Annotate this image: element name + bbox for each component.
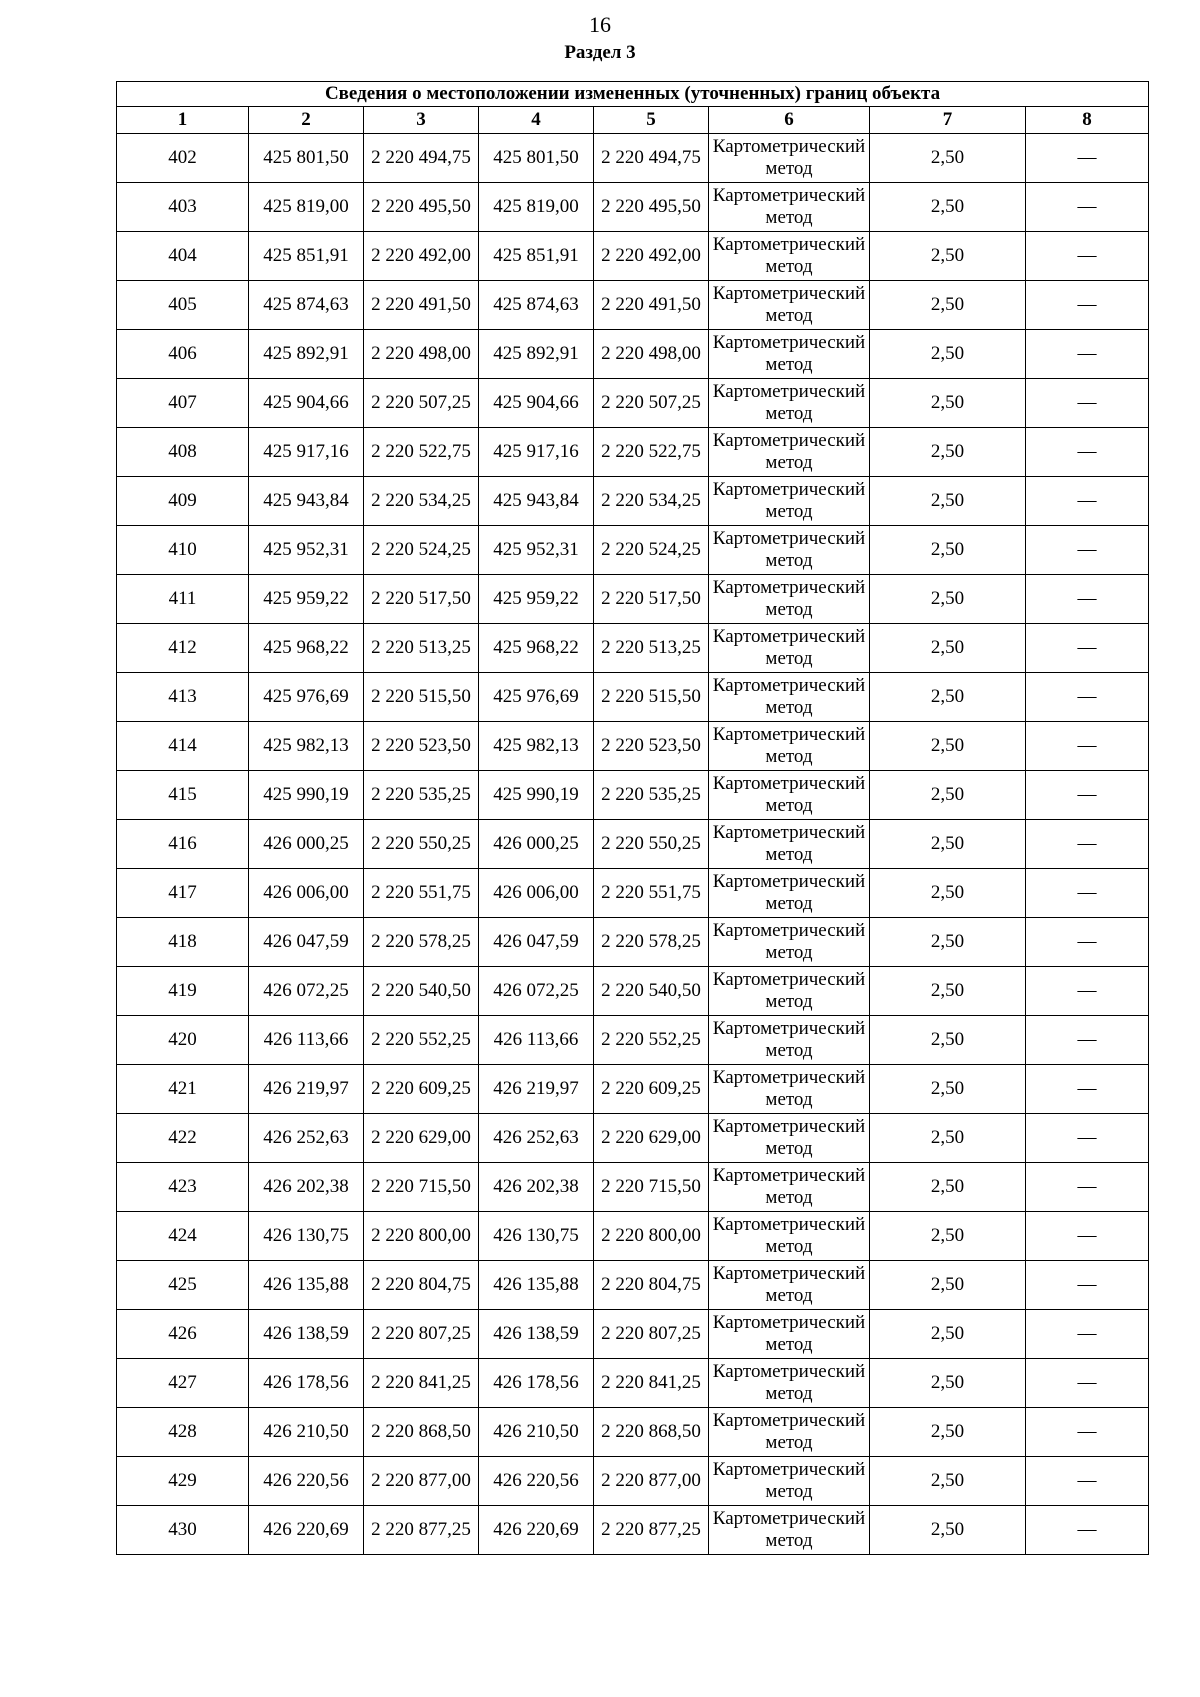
cell-point-number: 422 [117,1114,249,1163]
cell-point-number: 417 [117,869,249,918]
cell-x-new: 426 202,38 [479,1163,594,1212]
table-row [117,1310,1149,1359]
cell-accuracy: 2,50 [870,722,1026,771]
cell-y-new: 2 220 491,50 [594,281,709,330]
cell-note: — [1026,1408,1149,1457]
cell-x-existing: 425 943,84 [249,477,364,526]
cell-accuracy: 2,50 [870,918,1026,967]
cell-y-new: 2 220 551,75 [594,869,709,918]
column-number-4: 4 [479,107,594,134]
cell-y-new: 2 220 715,50 [594,1163,709,1212]
cell-y-new: 2 220 535,25 [594,771,709,820]
cell-x-existing: 425 990,19 [249,771,364,820]
cell-x-existing: 425 952,31 [249,526,364,575]
cell-x-existing: 426 178,56 [249,1359,364,1408]
cell-note: — [1026,722,1149,771]
table-row [117,1212,1149,1261]
table-caption: Сведения о местоположении измененных (уточненных) границ объекта [117,82,1149,107]
table-row [117,918,1149,967]
table-caption-row [117,82,1149,107]
cell-y-existing: 2 220 551,75 [364,869,479,918]
cell-x-new: 426 220,56 [479,1457,594,1506]
cell-y-new: 2 220 578,25 [594,918,709,967]
cell-method: Картометрический метод [709,526,870,575]
cell-method: Картометрический метод [709,1212,870,1261]
cell-point-number: 420 [117,1016,249,1065]
cell-point-number: 404 [117,232,249,281]
cell-note: — [1026,771,1149,820]
cell-y-existing: 2 220 629,00 [364,1114,479,1163]
cell-point-number: 410 [117,526,249,575]
cell-y-new: 2 220 515,50 [594,673,709,722]
cell-x-existing: 426 135,88 [249,1261,364,1310]
cell-point-number: 421 [117,1065,249,1114]
cell-y-existing: 2 220 535,25 [364,771,479,820]
cell-point-number: 419 [117,967,249,1016]
cell-y-new: 2 220 507,25 [594,379,709,428]
cell-accuracy: 2,50 [870,673,1026,722]
cell-accuracy: 2,50 [870,330,1026,379]
cell-note: — [1026,1506,1149,1555]
cell-x-new: 425 904,66 [479,379,594,428]
cell-y-existing: 2 220 877,00 [364,1457,479,1506]
cell-x-existing: 426 047,59 [249,918,364,967]
cell-y-new: 2 220 609,25 [594,1065,709,1114]
table-row [117,1359,1149,1408]
cell-note: — [1026,1457,1149,1506]
cell-y-existing: 2 220 877,25 [364,1506,479,1555]
table-row [117,1457,1149,1506]
cell-x-new: 426 006,00 [479,869,594,918]
cell-x-new: 425 959,22 [479,575,594,624]
cell-y-existing: 2 220 498,00 [364,330,479,379]
cell-accuracy: 2,50 [870,1261,1026,1310]
cell-accuracy: 2,50 [870,1163,1026,1212]
cell-x-existing: 425 801,50 [249,134,364,183]
cell-y-new: 2 220 807,25 [594,1310,709,1359]
cell-y-new: 2 220 540,50 [594,967,709,1016]
cell-method: Картометрический метод [709,1065,870,1114]
cell-x-existing: 425 917,16 [249,428,364,477]
cell-x-new: 425 990,19 [479,771,594,820]
column-number-7: 7 [870,107,1026,134]
cell-x-new: 426 000,25 [479,820,594,869]
cell-method: Картометрический метод [709,1261,870,1310]
table-row [117,771,1149,820]
cell-note: — [1026,428,1149,477]
cell-x-new: 426 113,66 [479,1016,594,1065]
cell-x-new: 426 252,63 [479,1114,594,1163]
cell-note: — [1026,1065,1149,1114]
cell-x-new: 426 210,50 [479,1408,594,1457]
cell-y-existing: 2 220 517,50 [364,575,479,624]
cell-accuracy: 2,50 [870,526,1026,575]
cell-x-new: 425 943,84 [479,477,594,526]
cell-y-existing: 2 220 492,00 [364,232,479,281]
cell-y-new: 2 220 523,50 [594,722,709,771]
cell-y-new: 2 220 800,00 [594,1212,709,1261]
table-row [117,1016,1149,1065]
cell-note: — [1026,134,1149,183]
cell-x-new: 425 892,91 [479,330,594,379]
cell-point-number: 411 [117,575,249,624]
cell-x-existing: 426 220,69 [249,1506,364,1555]
cell-point-number: 412 [117,624,249,673]
cell-point-number: 414 [117,722,249,771]
cell-x-existing: 426 006,00 [249,869,364,918]
cell-point-number: 429 [117,1457,249,1506]
table-row [117,1506,1149,1555]
cell-method: Картометрический метод [709,232,870,281]
cell-y-existing: 2 220 609,25 [364,1065,479,1114]
cell-y-new: 2 220 629,00 [594,1114,709,1163]
cell-y-new: 2 220 522,75 [594,428,709,477]
cell-x-existing: 425 874,63 [249,281,364,330]
table-row [117,330,1149,379]
cell-x-existing: 426 138,59 [249,1310,364,1359]
table-row [117,575,1149,624]
cell-method: Картометрический метод [709,1457,870,1506]
cell-y-existing: 2 220 513,25 [364,624,479,673]
cell-y-new: 2 220 534,25 [594,477,709,526]
cell-x-existing: 425 904,66 [249,379,364,428]
cell-note: — [1026,183,1149,232]
cell-point-number: 413 [117,673,249,722]
cell-note: — [1026,673,1149,722]
cell-x-existing: 426 000,25 [249,820,364,869]
cell-accuracy: 2,50 [870,1016,1026,1065]
cell-x-existing: 425 982,13 [249,722,364,771]
cell-y-new: 2 220 492,00 [594,232,709,281]
cell-method: Картометрический метод [709,771,870,820]
cell-y-existing: 2 220 507,25 [364,379,479,428]
cell-method: Картометрический метод [709,918,870,967]
cell-method: Картометрический метод [709,967,870,1016]
cell-accuracy: 2,50 [870,1408,1026,1457]
cell-note: — [1026,1310,1149,1359]
cell-x-new: 426 138,59 [479,1310,594,1359]
cell-accuracy: 2,50 [870,232,1026,281]
cell-accuracy: 2,50 [870,183,1026,232]
cell-y-new: 2 220 498,00 [594,330,709,379]
table-body [117,134,1149,1555]
column-number-row [117,107,1149,134]
cell-x-existing: 426 219,97 [249,1065,364,1114]
cell-x-new: 426 130,75 [479,1212,594,1261]
cell-method: Картометрический метод [709,1016,870,1065]
table-row [117,1261,1149,1310]
column-number-6: 6 [709,107,870,134]
cell-method: Картометрический метод [709,673,870,722]
cell-note: — [1026,526,1149,575]
cell-note: — [1026,1212,1149,1261]
cell-point-number: 409 [117,477,249,526]
cell-accuracy: 2,50 [870,1457,1026,1506]
cell-x-new: 425 851,91 [479,232,594,281]
cell-point-number: 423 [117,1163,249,1212]
cell-x-new: 426 178,56 [479,1359,594,1408]
cell-point-number: 406 [117,330,249,379]
column-number-2: 2 [249,107,364,134]
cell-method: Картометрический метод [709,624,870,673]
cell-point-number: 402 [117,134,249,183]
cell-method: Картометрический метод [709,869,870,918]
cell-y-existing: 2 220 804,75 [364,1261,479,1310]
cell-x-new: 426 135,88 [479,1261,594,1310]
cell-y-existing: 2 220 807,25 [364,1310,479,1359]
cell-y-new: 2 220 513,25 [594,624,709,673]
cell-x-existing: 426 252,63 [249,1114,364,1163]
cell-note: — [1026,232,1149,281]
cell-x-new: 425 819,00 [479,183,594,232]
cell-x-new: 425 917,16 [479,428,594,477]
cell-note: — [1026,575,1149,624]
table-row [117,673,1149,722]
cell-accuracy: 2,50 [870,869,1026,918]
cell-method: Картометрический метод [709,1310,870,1359]
cell-x-new: 426 219,97 [479,1065,594,1114]
cell-x-existing: 426 210,50 [249,1408,364,1457]
cell-x-existing: 425 968,22 [249,624,364,673]
cell-accuracy: 2,50 [870,281,1026,330]
cell-x-new: 426 220,69 [479,1506,594,1555]
cell-point-number: 424 [117,1212,249,1261]
table-row [117,1408,1149,1457]
cell-accuracy: 2,50 [870,379,1026,428]
cell-y-new: 2 220 524,25 [594,526,709,575]
cell-y-existing: 2 220 841,25 [364,1359,479,1408]
cell-x-existing: 426 113,66 [249,1016,364,1065]
column-number-5: 5 [594,107,709,134]
cell-x-existing: 425 976,69 [249,673,364,722]
cell-accuracy: 2,50 [870,820,1026,869]
cell-y-existing: 2 220 550,25 [364,820,479,869]
cell-x-new: 425 982,13 [479,722,594,771]
cell-y-new: 2 220 877,00 [594,1457,709,1506]
cell-accuracy: 2,50 [870,771,1026,820]
cell-note: — [1026,820,1149,869]
cell-accuracy: 2,50 [870,134,1026,183]
cell-point-number: 418 [117,918,249,967]
cell-method: Картометрический метод [709,183,870,232]
cell-y-existing: 2 220 515,50 [364,673,479,722]
cell-y-existing: 2 220 540,50 [364,967,479,1016]
table-row [117,379,1149,428]
table-row [117,526,1149,575]
cell-note: — [1026,1163,1149,1212]
cell-accuracy: 2,50 [870,1065,1026,1114]
cell-note: — [1026,1359,1149,1408]
cell-point-number: 415 [117,771,249,820]
cell-note: — [1026,379,1149,428]
cell-x-new: 425 976,69 [479,673,594,722]
cell-y-new: 2 220 550,25 [594,820,709,869]
cell-point-number: 430 [117,1506,249,1555]
table-row [117,134,1149,183]
column-number-3: 3 [364,107,479,134]
cell-y-new: 2 220 517,50 [594,575,709,624]
table-row [117,1163,1149,1212]
cell-note: — [1026,477,1149,526]
cell-note: — [1026,281,1149,330]
cell-y-new: 2 220 877,25 [594,1506,709,1555]
cell-method: Картометрический метод [709,134,870,183]
cell-y-existing: 2 220 715,50 [364,1163,479,1212]
table-row [117,820,1149,869]
cell-method: Картометрический метод [709,1114,870,1163]
cell-method: Картометрический метод [709,820,870,869]
cell-method: Картометрический метод [709,1359,870,1408]
table-row [117,477,1149,526]
cell-accuracy: 2,50 [870,624,1026,673]
cell-accuracy: 2,50 [870,967,1026,1016]
column-number-1: 1 [117,107,249,134]
cell-y-new: 2 220 552,25 [594,1016,709,1065]
cell-accuracy: 2,50 [870,428,1026,477]
cell-y-new: 2 220 841,25 [594,1359,709,1408]
cell-y-new: 2 220 804,75 [594,1261,709,1310]
cell-point-number: 426 [117,1310,249,1359]
cell-y-existing: 2 220 800,00 [364,1212,479,1261]
cell-accuracy: 2,50 [870,1212,1026,1261]
cell-method: Картометрический метод [709,1408,870,1457]
cell-note: — [1026,918,1149,967]
cell-y-existing: 2 220 534,25 [364,477,479,526]
cell-accuracy: 2,50 [870,1114,1026,1163]
table-row [117,183,1149,232]
table-row [117,428,1149,477]
cell-x-existing: 425 819,00 [249,183,364,232]
cell-accuracy: 2,50 [870,1359,1026,1408]
table-row [117,722,1149,771]
cell-note: — [1026,624,1149,673]
cell-note: — [1026,330,1149,379]
cell-y-existing: 2 220 495,50 [364,183,479,232]
cell-point-number: 403 [117,183,249,232]
table-row [117,1114,1149,1163]
cell-method: Картометрический метод [709,722,870,771]
cell-accuracy: 2,50 [870,477,1026,526]
cell-y-existing: 2 220 523,50 [364,722,479,771]
page-number: 16 [589,12,611,37]
cell-y-existing: 2 220 491,50 [364,281,479,330]
cell-y-existing: 2 220 522,75 [364,428,479,477]
cell-x-existing: 425 892,91 [249,330,364,379]
table-row [117,281,1149,330]
cell-x-existing: 426 072,25 [249,967,364,1016]
cell-y-new: 2 220 868,50 [594,1408,709,1457]
cell-x-new: 425 801,50 [479,134,594,183]
cell-point-number: 405 [117,281,249,330]
cell-method: Картометрический метод [709,1163,870,1212]
cell-note: — [1026,1114,1149,1163]
cell-note: — [1026,1016,1149,1065]
table-row [117,869,1149,918]
column-number-8: 8 [1026,107,1149,134]
cell-x-existing: 425 851,91 [249,232,364,281]
cell-x-existing: 426 202,38 [249,1163,364,1212]
cell-note: — [1026,967,1149,1016]
cell-point-number: 416 [117,820,249,869]
cell-x-new: 425 968,22 [479,624,594,673]
cell-y-new: 2 220 495,50 [594,183,709,232]
cell-x-new: 426 047,59 [479,918,594,967]
cell-method: Картометрический метод [709,575,870,624]
cell-x-new: 425 874,63 [479,281,594,330]
cell-note: — [1026,869,1149,918]
cell-accuracy: 2,50 [870,1506,1026,1555]
cell-method: Картометрический метод [709,330,870,379]
cell-method: Картометрический метод [709,281,870,330]
cell-x-existing: 425 959,22 [249,575,364,624]
section-title: Раздел 3 [564,42,636,63]
cell-method: Картометрический метод [709,1506,870,1555]
cell-accuracy: 2,50 [870,575,1026,624]
cell-y-existing: 2 220 578,25 [364,918,479,967]
table-row [117,232,1149,281]
cell-method: Картометрический метод [709,428,870,477]
cell-note: — [1026,1261,1149,1310]
cell-x-existing: 426 130,75 [249,1212,364,1261]
cell-y-existing: 2 220 524,25 [364,526,479,575]
cell-accuracy: 2,50 [870,1310,1026,1359]
cell-point-number: 407 [117,379,249,428]
cell-y-existing: 2 220 552,25 [364,1016,479,1065]
cell-y-existing: 2 220 868,50 [364,1408,479,1457]
cell-point-number: 428 [117,1408,249,1457]
cell-point-number: 425 [117,1261,249,1310]
cell-point-number: 427 [117,1359,249,1408]
cell-point-number: 408 [117,428,249,477]
cell-y-existing: 2 220 494,75 [364,134,479,183]
cell-method: Картометрический метод [709,379,870,428]
table-row [117,967,1149,1016]
cell-x-existing: 426 220,56 [249,1457,364,1506]
cell-x-new: 426 072,25 [479,967,594,1016]
cell-method: Картометрический метод [709,477,870,526]
cell-y-new: 2 220 494,75 [594,134,709,183]
table-row [117,1065,1149,1114]
cell-x-new: 425 952,31 [479,526,594,575]
table-row [117,624,1149,673]
boundary-coordinates-table [116,81,1149,1555]
